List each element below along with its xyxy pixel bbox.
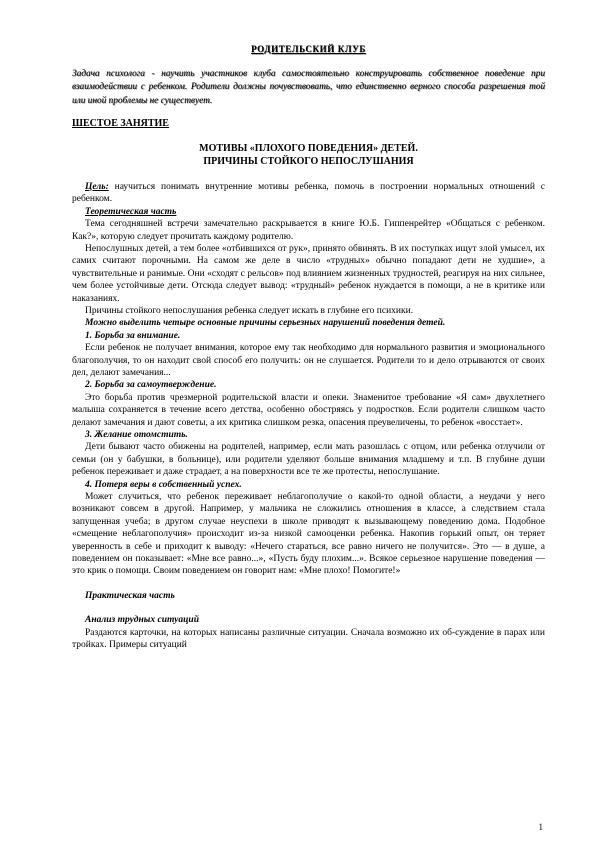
practice-heading: Практическая часть [85,590,175,601]
document-page [72,44,545,652]
cause-1-suffix: . [177,330,181,341]
cause-1-text: Если ребенок не получает внимания, которое ему так необходимо для нормального развития и эмоционального благополучия, то он находит свой способ его получить: он не слушается. Родители то и дело отрываются от своих дел, делают замечания... [72,343,545,378]
theory-heading: Теоретическая часть [85,206,177,217]
psychologist-task: Задача психолога - научить участников клуба самостоятельно конструировать собственное поведение при взаимодействии с ребенком. Родители должны почувствовать, что единственно верного способа разрешения той или иной проблемы не существует. [72,69,545,106]
session-title: ШЕСТОЕ ЗАНЯТИЕ [72,117,169,129]
spacer [72,578,545,590]
goal-paragraph [72,181,545,206]
cause-4-heading: 4. Потеря веры в собственный успех. [85,479,242,490]
spacer [72,602,545,614]
cause-3-heading: 3. Желание отомстить. [85,430,188,441]
cause-2-heading [72,379,545,391]
cause-1-heading [72,330,545,342]
cause-2-suffix: . [214,380,217,391]
theory-paragraph-2: Непослушных детей, а тем более «отбившихся от рук», принято обвинять. В их поступках ищут злой умысел, их самих считают порочными. На самом же деле в число «трудных» обычно попадают дети не худшие», а чувствительные и ранимые. Они «сходят с рельсов» под влиянием жизненных трудностей, реагируя на них сильнее, чем более устойчивые дети. Отсюда следует вывод: «трудный» ребенок нуждается в помощи, а не в критике или наказаниях. [72,243,545,304]
cause-2-text: Это борьба против чрезмерной родительской власти и опеки. Знаменитое требование «Я сам» двухлетнего малыша сохраняется в течение всего детства, особенно обостряясь у подростков. Если родители слишком часто делают замечания и дают советы, а их критика слишком резка, опасения преувеличены, то ребенок «восстает». [72,392,545,428]
four-causes-heading: Можно выделить четыре основные причины серьезных нарушений поведения детей. [85,318,446,329]
topic-title [72,142,545,168]
topic-title-line-2: ПРИЧИНЫ СТОЙКОГО НЕПОСЛУШАНИЯ [203,155,414,167]
analysis-heading: Анализ трудных ситуаций [85,615,199,626]
topic-title-line-1: МОТИВЫ «ПЛОХОГО ПОВЕДЕНИЯ» ДЕТЕЙ. [199,142,418,154]
final-paragraph: Раздаются карточки, на которых написаны различные ситуации. Сначала возможно их об-суждение в парах или тройках. Примеры ситуаций [72,627,545,651]
theory-paragraph-1: Тема сегодняшней встречи замечательно раскрывается в книге Ю.Б. Гиппенрейтер «Общаться с ребенком. Как?», которую следует прочитать каждому родителю. [72,219,545,242]
page-number: 1 [538,822,543,832]
cause-4-text: Может случиться, что ребенок переживает неблагополучие о какой-то одной области, а неудачи у него возникают совсем в другой. Например, у мальчика не сложились отношения в классе, а следствием стала запущенная учеба; в другом случае неуспехи в школе приводят к вызывающему поведению дома. Подобное «смещение неблагополучия» происходит из-за низкой самооценки ребенка. Накопив горький опыт, он теряет уверенность в себе и приходит к выводу: «Нечего стараться, все равно ничего не получится». Это — в душе, а поведением он показывает: «Мне все равно...», «Пусть буду плохим...». Всякое серьезное нарушение поведения — это крик о помощи. Своим поведением он говорит нам: «Мне плохо! Помогите!» [72,492,545,577]
goal-text: научиться понимать внутренние мотивы ребенка, помочь в построении нормальных отношений с ребенком. [72,181,545,205]
theory-paragraph-3: Причины стойкого непослушания ребенка следует искать в глубине его психики. [85,305,414,316]
club-title: РОДИТЕЛЬСКИЙ КЛУБ [251,44,366,54]
cause-2-title: 2. Борьба за самоутверждение [85,380,215,391]
cause-3-text: Дети бывают часто обижены на родителей, например, если мать разошлась с отцом, или ребенка отлучили от семьи (он у бабушки, в больнице), или родители уделяют больше внимания младшему и т.п. В глубине души ребенок переживает и даже страдает, а на поверхности все те же протесты, непослушание. [72,442,545,478]
goal-label: Цель: [85,181,109,192]
cause-1-title: 1. Борьба за внимание [85,330,178,341]
